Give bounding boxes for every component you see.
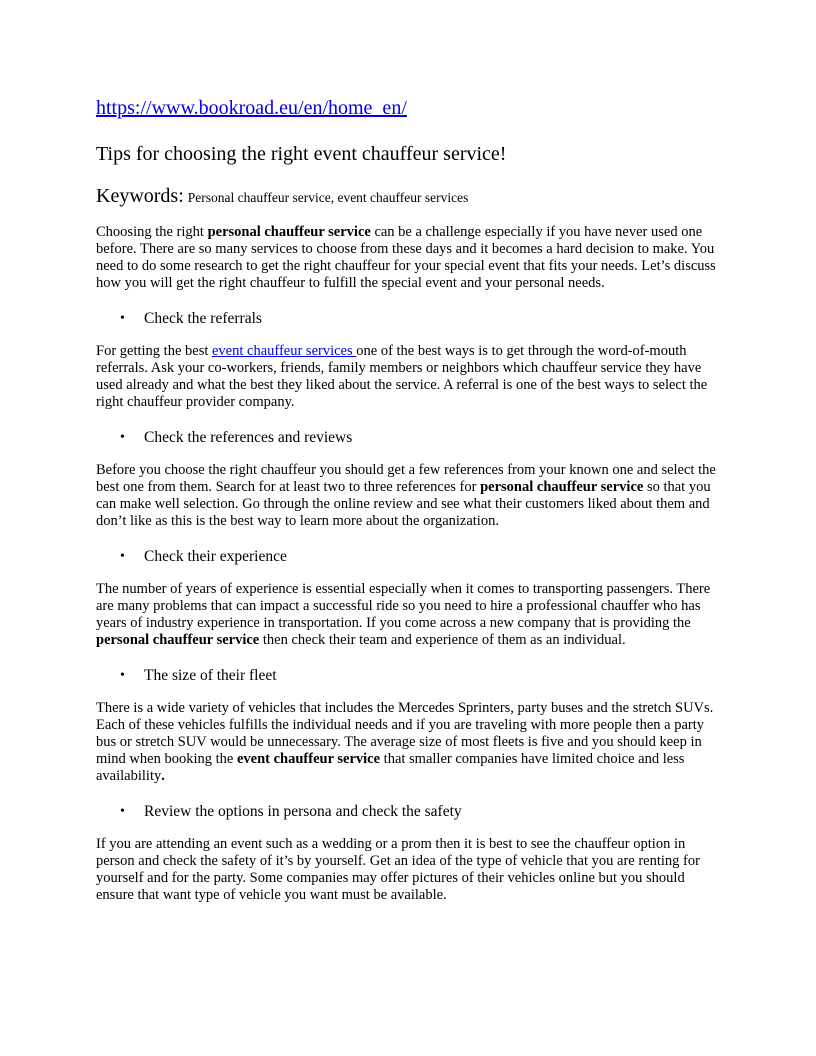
intro-text-2: can be a challenge especially if you have never used one before. There are so many services to choose from these days and it becomes a hard decision to make. You need to do some research to get the right chauffeur for your special event that fits your needs. Let’s discuss how you will get the right chauffeur to fulfill the special event and your personal needs.: [96, 224, 716, 291]
section-paragraph-experience: [96, 581, 720, 649]
section-text: one of the best ways is to get through the word-of-mouth referrals. Ask your co-workers, friends, family members or neighbors which chauffeur service they have used already and what the best they liked about the service. A referral is one of the best ways to select the right chauffeur provider company.: [96, 343, 708, 410]
section-text: For getting the best: [96, 343, 212, 359]
bullet-dot: •: [120, 430, 125, 445]
bullet-dot: •: [120, 804, 125, 819]
intro-paragraph: [96, 224, 720, 292]
site-url-link[interactable]: https://www.bookroad.eu/en/home_en/: [96, 97, 407, 119]
section-paragraph-fleet: [96, 700, 720, 785]
keywords-label: Keywords:: [96, 185, 184, 207]
section-text: so that you can make well selection. Go through the online review and see what their customers liked about them and don’t like as this is the best way to learn more about the organization.: [96, 479, 711, 529]
bullet-heading-text: Review the options in persona and check the safety: [144, 803, 462, 820]
bullet-heading-text: Check the references and reviews: [144, 429, 353, 446]
keywords-line: [96, 184, 720, 210]
bullet-heading-text: Check their experience: [144, 548, 287, 565]
intro-text-1: Choosing the right: [96, 224, 208, 240]
section-bold: event chauffeur service: [236, 751, 381, 767]
bullet-dot: •: [120, 549, 125, 564]
section-bold: .: [161, 768, 165, 784]
keywords-value: Personal chauffeur service, event chauffeur services: [187, 190, 469, 205]
section-text: There is a wide variety of vehicles that includes the Mercedes Sprinters, party buses and the stretch SUVs. Each of these vehicles fulfills the individual needs and if you are traveling with more people then a party bus or stretch SUV would be unnecessary. The average size of most fleets is five and you should keep in mind when booking the: [96, 700, 714, 767]
document-page: [96, 96, 720, 921]
bullet-heading-safety: [96, 802, 720, 822]
section-text: If you are attending an event such as a wedding or a prom then it is best to see the chauffeur option in person and check the safety of it’s by yourself. Get an idea of the type of vehicle that you are renting for yourself and for the party. Some companies may offer pictures of their vehicles online but you should ensure that want type of vehicle you want must be available.: [96, 836, 700, 903]
section-paragraph-safety: [96, 836, 720, 904]
section-text: Before you choose the right chauffeur you should get a few references from your known one and select the best one from them. Search for at least two to three references for: [96, 462, 716, 495]
bullet-dot: •: [120, 668, 125, 683]
intro-bold-1: personal chauffeur service: [207, 224, 371, 240]
section-text: The number of years of experience is essential especially when it comes to transporting passengers. There are many problems that can impact a successful ride so you need to hire a professional chauffer who has years of industry experience in transportation. If you come across a new company that is providing the: [96, 581, 711, 631]
bullet-heading-references: [96, 428, 720, 448]
bullet-heading-text: The size of their fleet: [144, 667, 277, 684]
event-chauffeur-services-link[interactable]: event chauffeur services: [212, 343, 357, 359]
bullet-heading-text: Check the referrals: [144, 310, 262, 327]
page-title: Tips for choosing the right event chauffeur service!: [96, 143, 507, 165]
section-text: then check their team and experience of them as an individual.: [259, 632, 626, 648]
bullet-heading-fleet: [96, 666, 720, 686]
bullet-heading-referrals: [96, 309, 720, 329]
section-bold: personal chauffeur service: [480, 479, 644, 495]
bullet-dot: •: [120, 311, 125, 326]
bullet-heading-experience: [96, 547, 720, 567]
section-paragraph-referrals: [96, 343, 720, 411]
section-paragraph-references: [96, 462, 720, 530]
section-text: that smaller companies have limited choice and less availability: [96, 751, 685, 784]
section-bold: personal chauffeur service: [96, 632, 260, 648]
